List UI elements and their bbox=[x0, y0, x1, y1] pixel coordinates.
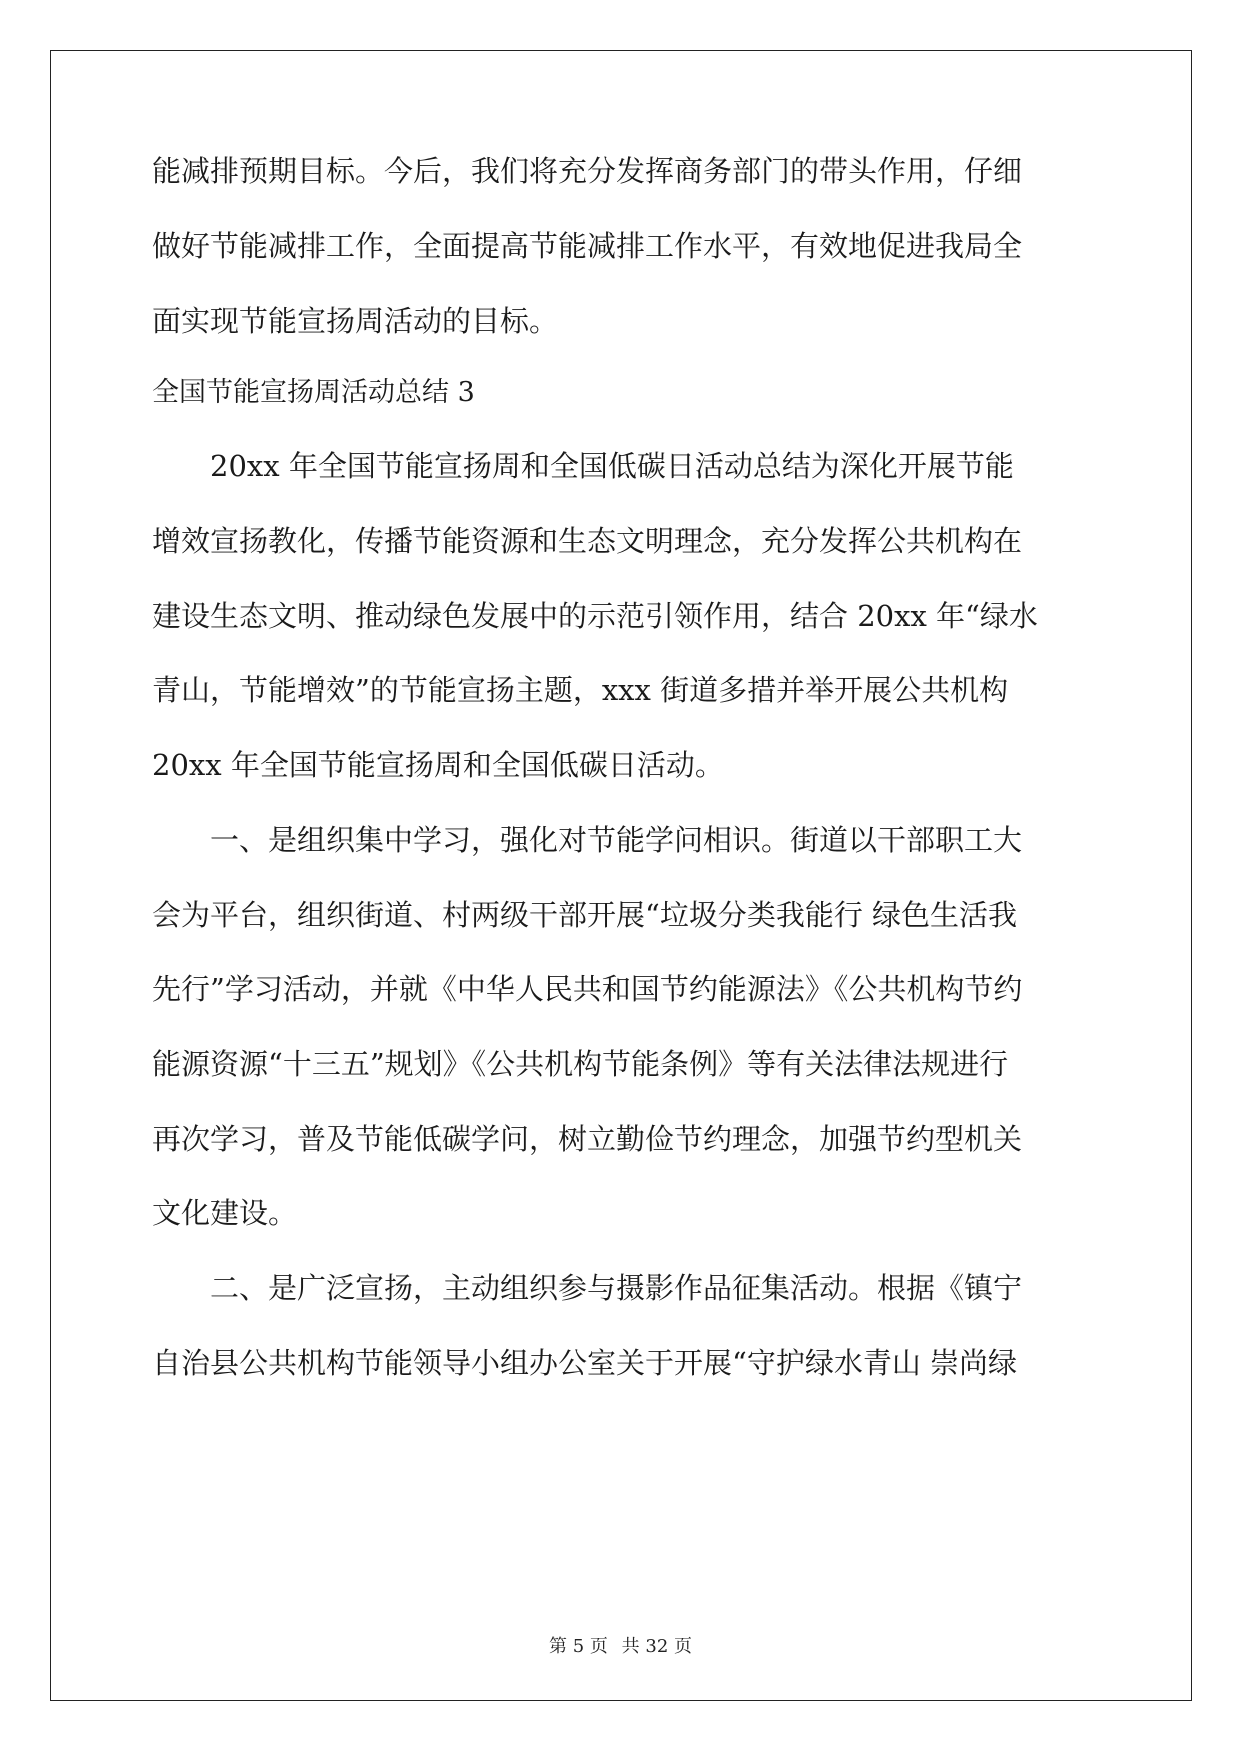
text-line: 能减排预期目标。今后，我们将充分发挥商务部门的带头作用，仔细 bbox=[152, 154, 1023, 188]
page-number: 第 5 页 bbox=[549, 1636, 608, 1657]
text-line: 再次学习，普及节能低碳学问，树立勤俭节约理念，加强节约型机关 bbox=[152, 1122, 1023, 1156]
page-total: 共 32 页 bbox=[621, 1636, 692, 1657]
text-line: 文化建设。 bbox=[152, 1196, 298, 1230]
text-line: 青山，节能增效”的节能宣扬主题，xxx 街道多措并举开展公共机构 bbox=[152, 673, 1009, 707]
page-border bbox=[50, 50, 1192, 1701]
text-line: 一、是组织集中学习，强化对节能学问相识。街道以干部职工大 bbox=[152, 823, 1023, 857]
text-line: 做好节能减排工作，全面提高节能减排工作水平，有效地促进我局全 bbox=[152, 229, 1023, 263]
page-footer bbox=[0, 1632, 1241, 1658]
section-heading: 全国节能宣扬周活动总结 3 bbox=[152, 377, 475, 408]
text-line: 建设生态文明、推动绿色发展中的示范引领作用，结合 20xx 年“绿水 bbox=[152, 599, 1038, 633]
text-line: 自治县公共机构节能领导小组办公室关于开展“守护绿水青山 崇尚绿 bbox=[152, 1346, 1018, 1380]
text-line: 20xx 年全国节能宣扬周和全国低碳日活动。 bbox=[152, 748, 724, 782]
text-line: 增效宣扬教化，传播节能资源和生态文明理念，充分发挥公共机构在 bbox=[152, 524, 1023, 558]
text-line: 先行”学习活动，并就《中华人民共和国节约能源法》《公共机构节约 bbox=[152, 972, 1023, 1006]
text-line: 20xx 年全国节能宣扬周和全国低碳日活动总结为深化开展节能 bbox=[152, 449, 1014, 483]
text-line: 面实现节能宣扬周活动的目标。 bbox=[152, 304, 559, 338]
text-line: 二、是广泛宣扬，主动组织参与摄影作品征集活动。根据《镇宁 bbox=[152, 1271, 1023, 1305]
text-line: 会为平台，组织街道、村两级干部开展“垃圾分类我能行 绿色生活我 bbox=[152, 898, 1018, 932]
text-line: 能源资源“十三五”规划》《公共机构节能条例》等有关法律法规进行 bbox=[152, 1047, 1009, 1081]
